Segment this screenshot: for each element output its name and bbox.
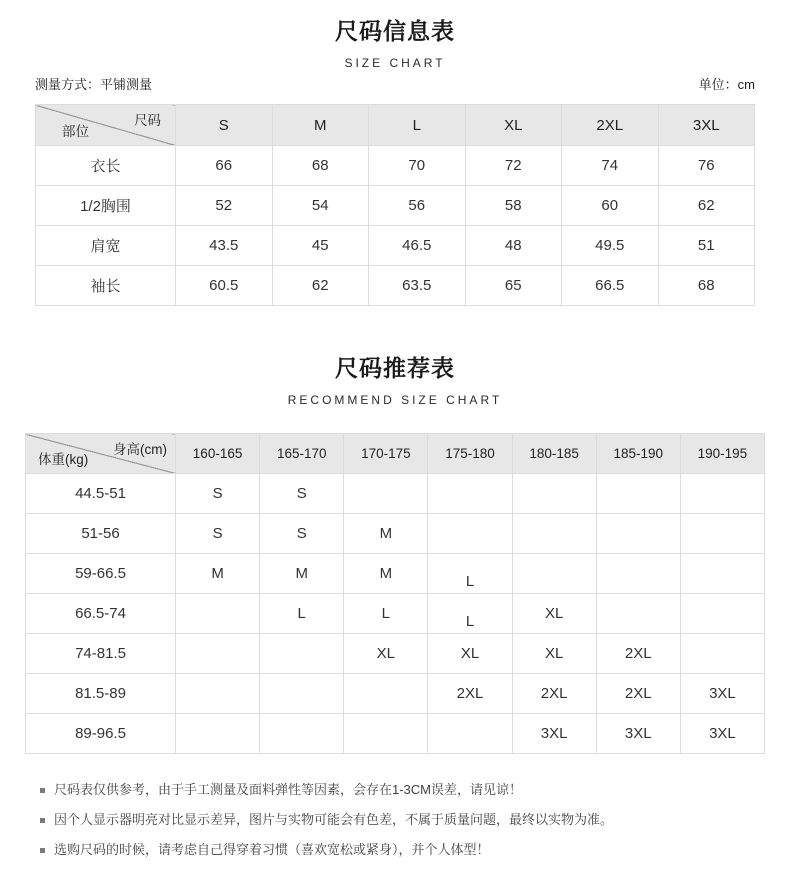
size-cell: 58 (465, 186, 562, 226)
rec-cell: 3XL (680, 674, 764, 714)
rec-cell (176, 594, 260, 634)
rec-cell (596, 474, 680, 514)
rec-cell (344, 674, 428, 714)
note-text: 选购尺码的时候，请考虑自己得穿着习惯（喜欢宽松或紧身），并个人体型！ (54, 842, 490, 858)
rec-cell (512, 514, 596, 554)
size-cell: 74 (562, 146, 659, 186)
rec-cell: XL (512, 594, 596, 634)
rec-cell: 2XL (512, 674, 596, 714)
rec-cell: L (428, 554, 512, 594)
size-table-corner-cell (36, 105, 176, 146)
height-col-header: 165-170 (260, 434, 344, 474)
height-col-header: 190-195 (680, 434, 764, 474)
rec-cell: 3XL (596, 714, 680, 754)
square-bullet-icon (40, 818, 45, 823)
recommend-corner-cell (26, 434, 176, 474)
rec-cell (176, 634, 260, 674)
rec-cell: M (344, 514, 428, 554)
size-col-header: 2XL (562, 105, 659, 146)
rec-cell (428, 474, 512, 514)
recommend-size-table (25, 433, 765, 754)
measure-method-label: 测量方式：平铺测量 (35, 77, 153, 92)
size-cell: 63.5 (369, 266, 466, 306)
rec-cell: S (260, 474, 344, 514)
rec-cell (680, 554, 764, 594)
size-cell: 68 (272, 146, 369, 186)
rec-cell: M (176, 554, 260, 594)
size-cell: 54 (272, 186, 369, 226)
rec-cell (596, 594, 680, 634)
rec-cell: S (260, 514, 344, 554)
rec-cell (344, 474, 428, 514)
rec-cell (260, 634, 344, 674)
corner-label-part: 部位 (62, 124, 89, 139)
size-cell: 72 (465, 146, 562, 186)
height-col-header: 180-185 (512, 434, 596, 474)
recommend-row (26, 474, 765, 514)
size-info-table (35, 104, 755, 306)
rec-cell (512, 474, 596, 514)
rec-cell: 3XL (512, 714, 596, 754)
recommend-header-row (26, 434, 765, 474)
rec-cell: XL (512, 634, 596, 674)
size-row-label: 肩宽 (36, 226, 176, 266)
rec-cell (260, 714, 344, 754)
size-cell: 60 (562, 186, 659, 226)
size-cell: 52 (176, 186, 273, 226)
recommend-row (26, 514, 765, 554)
size-col-header: S (176, 105, 273, 146)
note-text: 尺码表仅供参考，由于手工测量及面料弹性等因素，会存在1-3CM误差，请见谅！ (54, 782, 523, 797)
rec-cell (596, 514, 680, 554)
size-table-row (36, 266, 755, 306)
recommend-title: 尺码推荐表 (335, 355, 455, 381)
size-cell: 68 (658, 266, 755, 306)
size-cell: 43.5 (176, 226, 273, 266)
rec-cell: M (344, 554, 428, 594)
weight-row-label: 51-56 (26, 514, 176, 554)
size-cell: 76 (658, 146, 755, 186)
weight-row-label: 74-81.5 (26, 634, 176, 674)
rec-cell: XL (344, 634, 428, 674)
rec-cell (428, 714, 512, 754)
recommend-row (26, 554, 765, 594)
recommend-row (26, 634, 765, 674)
height-col-header: 170-175 (344, 434, 428, 474)
rec-cell (176, 714, 260, 754)
size-cell: 62 (658, 186, 755, 226)
size-cell: 45 (272, 226, 369, 266)
rec-cell (680, 474, 764, 514)
size-col-header: M (272, 105, 369, 146)
size-table-row (36, 186, 755, 226)
rec-cell: 2XL (428, 674, 512, 714)
size-cell: 66 (176, 146, 273, 186)
rec-cell (596, 554, 680, 594)
rec-cell (512, 554, 596, 594)
square-bullet-icon (40, 848, 45, 853)
weight-row-label: 59-66.5 (26, 554, 176, 594)
size-col-header: XL (465, 105, 562, 146)
size-cell: 51 (658, 226, 755, 266)
note-item (40, 841, 750, 859)
size-cell: 66.5 (562, 266, 659, 306)
size-chart-subtitle: SIZE CHART (344, 56, 446, 70)
recommend-row (26, 594, 765, 634)
notes-section (0, 781, 790, 860)
rec-cell: M (260, 554, 344, 594)
size-row-label: 袖长 (36, 266, 176, 306)
size-col-header: 3XL (658, 105, 755, 146)
weight-row-label: 44.5-51 (26, 474, 176, 514)
rec-cell: S (176, 514, 260, 554)
size-cell: 46.5 (369, 226, 466, 266)
rec-cell: L (260, 594, 344, 634)
rec-cell: L (428, 594, 512, 634)
size-cell: 70 (369, 146, 466, 186)
size-cell: 65 (465, 266, 562, 306)
square-bullet-icon (40, 788, 45, 793)
weight-row-label: 81.5-89 (26, 674, 176, 714)
note-text: 因个人显示器明亮对比显示差异，图片与实物可能会有色差，不属于质量问题，最终以实物为准。 (54, 812, 614, 828)
size-col-header: L (369, 105, 466, 146)
height-col-header: 175-180 (428, 434, 512, 474)
size-row-label: 1/2胸围 (36, 186, 176, 226)
note-item (40, 811, 750, 829)
height-col-header: 185-190 (596, 434, 680, 474)
rec-cell: XL (428, 634, 512, 674)
rec-cell (344, 714, 428, 754)
size-cell: 48 (465, 226, 562, 266)
unit-label: 单位：cm (698, 77, 755, 92)
rec-cell (176, 674, 260, 714)
rec-cell (428, 514, 512, 554)
rec-cell (680, 594, 764, 634)
rec-cell (260, 674, 344, 714)
height-col-header: 160-165 (176, 434, 260, 474)
size-cell: 49.5 (562, 226, 659, 266)
rec-cell: S (176, 474, 260, 514)
size-cell: 56 (369, 186, 466, 226)
meta-row (0, 74, 790, 93)
recommend-row (26, 674, 765, 714)
size-row-label: 衣长 (36, 146, 176, 186)
size-table-row (36, 146, 755, 186)
size-cell: 60.5 (176, 266, 273, 306)
rec-cell: L (344, 594, 428, 634)
corner-label-weight: 体重(kg) (38, 452, 89, 467)
weight-row-label: 89-96.5 (26, 714, 176, 754)
corner-label-height: 身高(cm) (113, 442, 167, 457)
rec-cell: 2XL (596, 674, 680, 714)
size-table-header-row (36, 105, 755, 146)
rec-cell: 3XL (680, 714, 764, 754)
corner-label-size: 尺码 (134, 113, 161, 128)
rec-cell (680, 514, 764, 554)
note-item (40, 781, 750, 799)
recommend-subtitle: RECOMMEND SIZE CHART (287, 393, 503, 407)
weight-row-label: 66.5-74 (26, 594, 176, 634)
rec-cell: 2XL (596, 634, 680, 674)
size-chart-title: 尺码信息表 (335, 18, 455, 44)
recommend-row (26, 714, 765, 754)
size-cell: 62 (272, 266, 369, 306)
size-table-row (36, 226, 755, 266)
rec-cell (680, 634, 764, 674)
